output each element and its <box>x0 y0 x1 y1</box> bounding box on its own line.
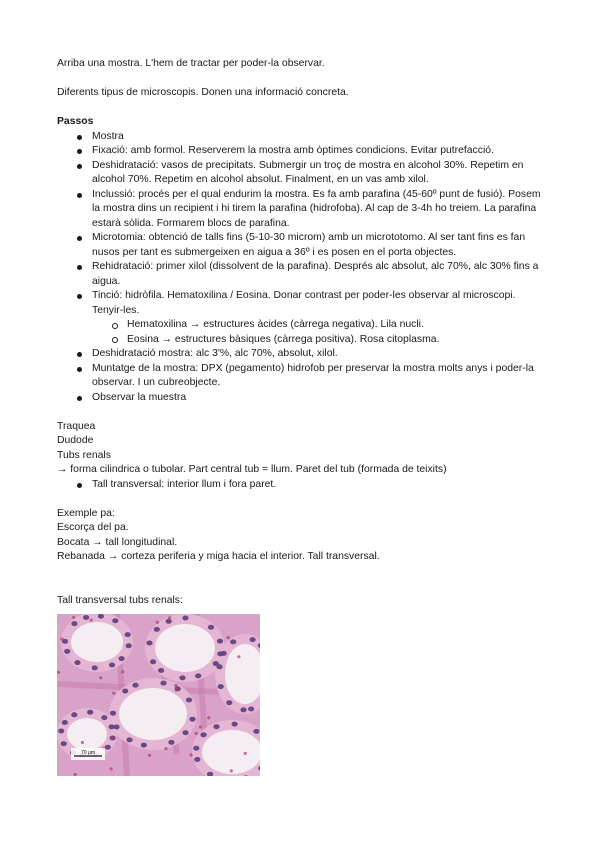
cell-nucleus <box>74 660 80 665</box>
cell-nucleus <box>64 649 70 654</box>
tincio-sublist <box>92 318 547 347</box>
passos-list <box>57 130 547 406</box>
list-item: Muntatge de la mostra: DPX (pegamento) hidrofob per preservar la mostra molts anys i poder-la observar. I un cubreobjecte. <box>57 362 547 391</box>
cell-nucleus <box>92 665 98 670</box>
red-cell <box>112 692 115 695</box>
red-cell <box>189 753 192 756</box>
cell-nucleus <box>125 632 131 637</box>
list-item: Deshidratació: vasos de precipitats. Submergir un troç de mostra en alcohol 30%. Repetim en alcohol 70%. Repetim en alcohol absolut. Finalment, en un vas amb xilol. <box>57 159 547 188</box>
cell-nucleus <box>146 641 152 646</box>
red-cell <box>175 688 178 691</box>
red-cell <box>156 621 159 624</box>
cell-nucleus <box>122 689 128 694</box>
cell-nucleus <box>101 715 107 720</box>
cell-nucleus <box>217 639 223 644</box>
micrograph-image <box>57 614 260 776</box>
cell-nucleus <box>141 743 147 748</box>
tubule-lumen <box>71 622 123 662</box>
organ-line: Tubs renals <box>57 449 111 461</box>
intro-line-1: Arriba una mostra. L'hem de tractar per poder-la observar. <box>57 58 325 69</box>
list-item: Observar la muestra <box>57 391 547 406</box>
scale-bar-label: 70 µm <box>81 750 95 756</box>
cell-nucleus <box>83 615 89 620</box>
cell-nucleus <box>213 724 219 729</box>
cell-nucleus <box>150 659 156 664</box>
tubule-lumen <box>202 730 260 774</box>
cell-nucleus <box>71 621 77 626</box>
cell-nucleus <box>105 745 111 750</box>
red-cell <box>199 725 202 728</box>
cell-nucleus <box>62 720 68 725</box>
cell-nucleus <box>189 717 195 722</box>
cell-nucleus <box>186 698 192 703</box>
list-item: Tall transversal: interior llum i fora paret. <box>57 478 547 493</box>
tall-list <box>57 478 547 493</box>
red-cell <box>81 741 84 744</box>
red-cell <box>174 684 177 687</box>
forma-line: → forma cilindrica o tubolar. Part central tub = llum. Paret del tub (formada de teixits) <box>57 464 447 475</box>
cell-nucleus <box>208 625 214 630</box>
cell-nucleus <box>110 711 116 716</box>
exemple-line: Exemple pa: <box>57 507 115 519</box>
intro-line-2: Diferents tipus de microscopis. Donen una informació concreta. <box>57 87 349 98</box>
cell-nucleus <box>218 684 224 689</box>
red-cell <box>237 655 240 658</box>
red-cell <box>164 747 167 750</box>
exemple-line: Escorça del pa. <box>57 522 129 533</box>
cell-nucleus <box>109 663 115 668</box>
cell-nucleus <box>61 741 67 746</box>
cell-nucleus <box>216 664 222 669</box>
red-cell <box>168 616 171 619</box>
list-item-tincio <box>57 289 547 347</box>
list-item: Mostra <box>57 130 547 145</box>
cell-nucleus <box>119 656 125 661</box>
passos-heading: Passos <box>57 116 94 127</box>
cell-nucleus <box>179 675 185 680</box>
sublist-item: Hematoxilina → estructures àcides (càrrega negativa). Lila nucli. <box>92 318 547 333</box>
red-cell <box>74 773 77 776</box>
red-cell <box>195 732 198 735</box>
cell-nucleus <box>182 730 188 735</box>
cell-nucleus <box>194 757 200 762</box>
cell-nucleus <box>193 746 199 751</box>
organ-line: Dudode <box>57 435 94 446</box>
tubule-lumen <box>155 624 215 672</box>
cell-nucleus <box>132 683 138 688</box>
tincio-text: Tinció: hidròfila. Hematoxilina / Eosina. Donar contrast per poder-les observar al microscopi. Tenyir-les. <box>92 290 516 316</box>
list-item: Deshidratació mostra: alc 3'%, alc 70%, absolut, xilol. <box>57 347 547 362</box>
cell-nucleus <box>126 643 132 648</box>
cell-nucleus <box>240 707 246 712</box>
red-cell <box>244 752 247 755</box>
cell-nucleus <box>158 668 164 673</box>
cell-nucleus <box>109 724 115 729</box>
red-cell <box>99 676 102 679</box>
kidney-tubules-micrograph <box>57 614 260 776</box>
tubule-lumen <box>119 688 187 740</box>
cell-nucleus <box>126 737 132 742</box>
cell-nucleus <box>226 700 232 705</box>
cell-nucleus <box>160 681 166 686</box>
list-item: Rehidratació: primer xilol (dissolvent de la parafina). Després alc absolut, alc 70%, alc 30% fins a aigua. <box>57 260 547 289</box>
cell-nucleus <box>154 627 160 632</box>
red-cell <box>110 737 113 740</box>
exemple-line: Bocata → tall longitudinal. <box>57 536 178 548</box>
cell-nucleus <box>253 729 259 734</box>
red-cell <box>227 636 230 639</box>
list-item: Inclussió: procés per el qual endurim la mostra. Es fa amb parafina (45-60º punt de fusió). Posem la mostra dins un recipient i hi tirem la parafina (hidrofoba). Al cap de 3-4h ho treiem. La parafina estarà sòlida. Formarem blocs de parafina. <box>57 188 547 232</box>
red-cell <box>230 769 233 772</box>
cell-nucleus <box>71 712 77 717</box>
red-cell <box>72 616 75 619</box>
red-cell <box>110 767 113 770</box>
list-item: Fixació: amb formol. Reserverem la mostra amb òptimes condicions. Evitar putrefacció. <box>57 144 547 159</box>
image-caption: Tall transversal tubs renals: <box>57 594 183 606</box>
cell-nucleus <box>230 639 236 644</box>
cell-nucleus <box>195 673 201 678</box>
cell-nucleus <box>248 707 254 712</box>
list-item: Microtomia: obtenció de talls fins (5-10-30 microm) amb un micrototomo. Al ser tant fins es fan nusos per tant es submergeixen en aigua a 36º i es posen en el porta objectes. <box>57 231 547 260</box>
cell-nucleus <box>166 619 172 624</box>
red-cell <box>207 716 210 719</box>
tubule-lumen <box>67 718 107 750</box>
cell-nucleus <box>221 651 227 656</box>
cell-nucleus <box>168 740 174 745</box>
cell-nucleus <box>58 729 64 734</box>
cell-nucleus <box>200 732 206 737</box>
cell-nucleus <box>87 710 93 715</box>
red-cell <box>121 670 124 673</box>
sublist-item: Eosina → estructures bàsiques (càrrega positiva). Rosa citoplasma. <box>92 333 547 348</box>
red-cell <box>148 754 151 757</box>
cell-nucleus <box>112 618 118 623</box>
cell-nucleus <box>182 616 188 621</box>
organ-line: Traquea <box>57 420 96 432</box>
document-page <box>57 57 547 776</box>
cell-nucleus <box>250 637 256 642</box>
exemple-line: Rebanada → corteza periferia y miga hacia el interior. Tall transversal. <box>57 551 380 562</box>
red-cell <box>90 619 93 622</box>
red-cell <box>60 637 63 640</box>
cell-nucleus <box>232 722 238 727</box>
